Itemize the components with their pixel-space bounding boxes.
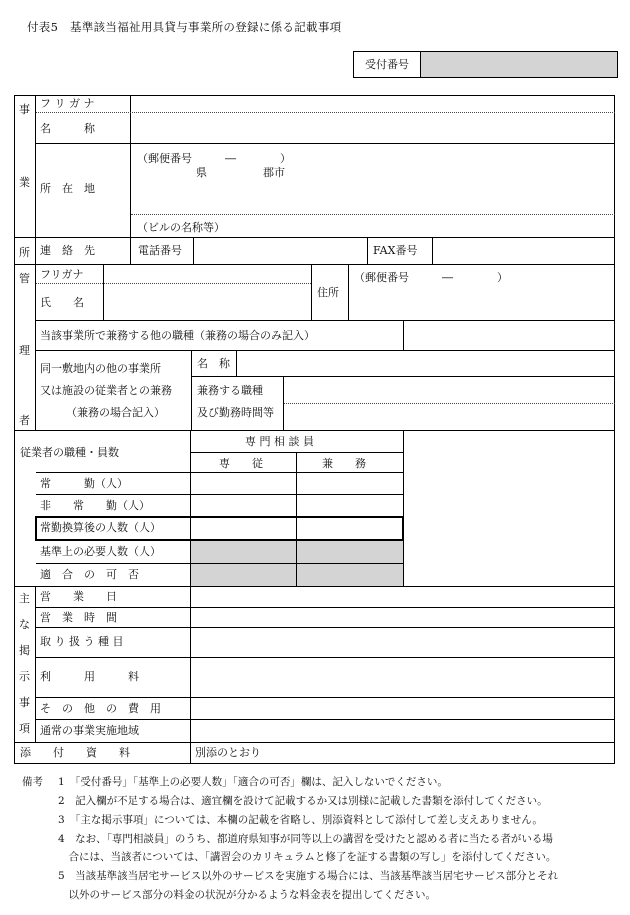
section-label-char: 示 (19, 670, 30, 683)
office-postal-code: （郵便番号 ― ） (137, 152, 291, 165)
note-item: 3 「主な掲示事項」については、本欄の記載を省略し、別添資料として添付して差し支えありません。 (58, 814, 543, 826)
manager-furigana-label: フリガナ (40, 268, 84, 281)
keiji-row-label: 通常の事業実施地域 (40, 724, 139, 737)
note-item: 合には、当該者については、「講習会のカリキュラムと修了を証する書類の写し」を添付してください。 (58, 851, 557, 863)
note-item: 5 当該基準該当居宅サービス以外のサービスを実施する場合には、当該基準該当居宅サービス部分とそれ (58, 870, 559, 882)
office-name-label: 名 称 (40, 122, 95, 135)
section-label-char: 者 (19, 414, 30, 427)
section-label-char: 事 (19, 696, 30, 709)
office-city: 郡市 (263, 166, 285, 179)
form-title: 付表5 基準該当福祉用具貸与事業所の登録に係る記載事項 (27, 20, 342, 34)
section-label-char: 主 (19, 592, 30, 605)
concurrent-note: （兼務の場合記入） (66, 406, 165, 419)
keiji-row-label: 営 業 日 (40, 590, 117, 603)
phone-label: 電話番号 (138, 244, 182, 257)
office-prefecture: 県 (196, 166, 207, 179)
section-label-char: 理 (19, 344, 30, 357)
concurrent-header: 兼 務 (322, 457, 366, 470)
keiji-row-label: そ の 他 の 費 用 (40, 702, 161, 715)
keiji-row-label: 利 用 料 (40, 670, 139, 683)
section-label-char: 掲 (19, 644, 30, 657)
section-label-char: 業 (19, 176, 30, 189)
receipt-number-box (353, 51, 618, 78)
fulltime-header: 専 従 (219, 457, 263, 470)
office-address-label: 所 在 地 (40, 182, 95, 195)
section-label-char: 項 (19, 722, 30, 735)
keiji-row-label: 取 り 扱 う 種 目 (40, 635, 124, 648)
manager-name-label: 氏 名 (40, 296, 84, 309)
manager-address-label: 住所 (317, 286, 339, 299)
office-building-label: （ビルの名称等） (137, 221, 225, 234)
attachment-value: 別添のとおり (195, 746, 261, 759)
office-contact-label: 連 絡 先 (40, 244, 95, 257)
note-item: 2 記入欄が不足する場合は、適宜欄を設けて記載するか又は別様に記載した書類を添付してください。 (58, 795, 548, 807)
fax-label: FAX番号 (373, 244, 418, 257)
concurrent-name-label: 名 称 (197, 357, 230, 370)
keiji-row-label: 営 業 時 間 (40, 611, 117, 624)
section-label-char: 事 (19, 103, 30, 116)
attachment-label: 添 付 資 料 (20, 746, 130, 759)
section-label-char: な (19, 618, 30, 631)
concurrent-hours-label: 及び勤務時間等 (197, 406, 274, 419)
concurrent-job-label: 兼務する職種 (197, 384, 263, 397)
manager-postal-code: （郵便番号 ― ） (354, 271, 508, 284)
section-label-char: 所 (19, 246, 30, 259)
section-label-char: 管 (19, 272, 30, 285)
staff-row-label: 常勤換算後の人数（人） (40, 521, 161, 534)
notes-label: 備考 (22, 776, 43, 788)
receipt-number-field[interactable] (421, 52, 617, 77)
office-furigana-label: フ リ ガ ナ (40, 97, 95, 110)
receipt-number-label: 受付番号 (354, 52, 421, 77)
staff-row-label: 適 合 の 可 否 (40, 568, 139, 581)
other-job-label: 当該事業所で兼務する他の職種（兼務の場合のみ記入） (40, 329, 315, 342)
note-item: 以外のサービス部分の料金の状況が分かるような料金表を提出してください。 (58, 889, 436, 901)
staff-row-label: 常 勤（人） (40, 477, 128, 490)
staff-row-label: 非 常 勤（人） (40, 499, 150, 512)
note-item: 1 「受付番号」「基準上の必要人数」「適合の可否」欄は、記入しないでください。 (58, 776, 448, 788)
note-item: 4 なお、「専門相談員」のうち、都道府県知事が同等以上の講習を受けたと認める者に当たる者がいる場 (58, 833, 553, 845)
staff-row-label: 基準上の必要人数（人） (40, 545, 161, 558)
counselor-header: 専 門 相 談 員 (245, 435, 314, 448)
concurrent-label: 同一敷地内の他の事業所 (40, 362, 161, 375)
staff-header: 従業者の職種・員数 (20, 446, 119, 459)
concurrent-label: 又は施設の従業者との兼務 (40, 384, 172, 397)
